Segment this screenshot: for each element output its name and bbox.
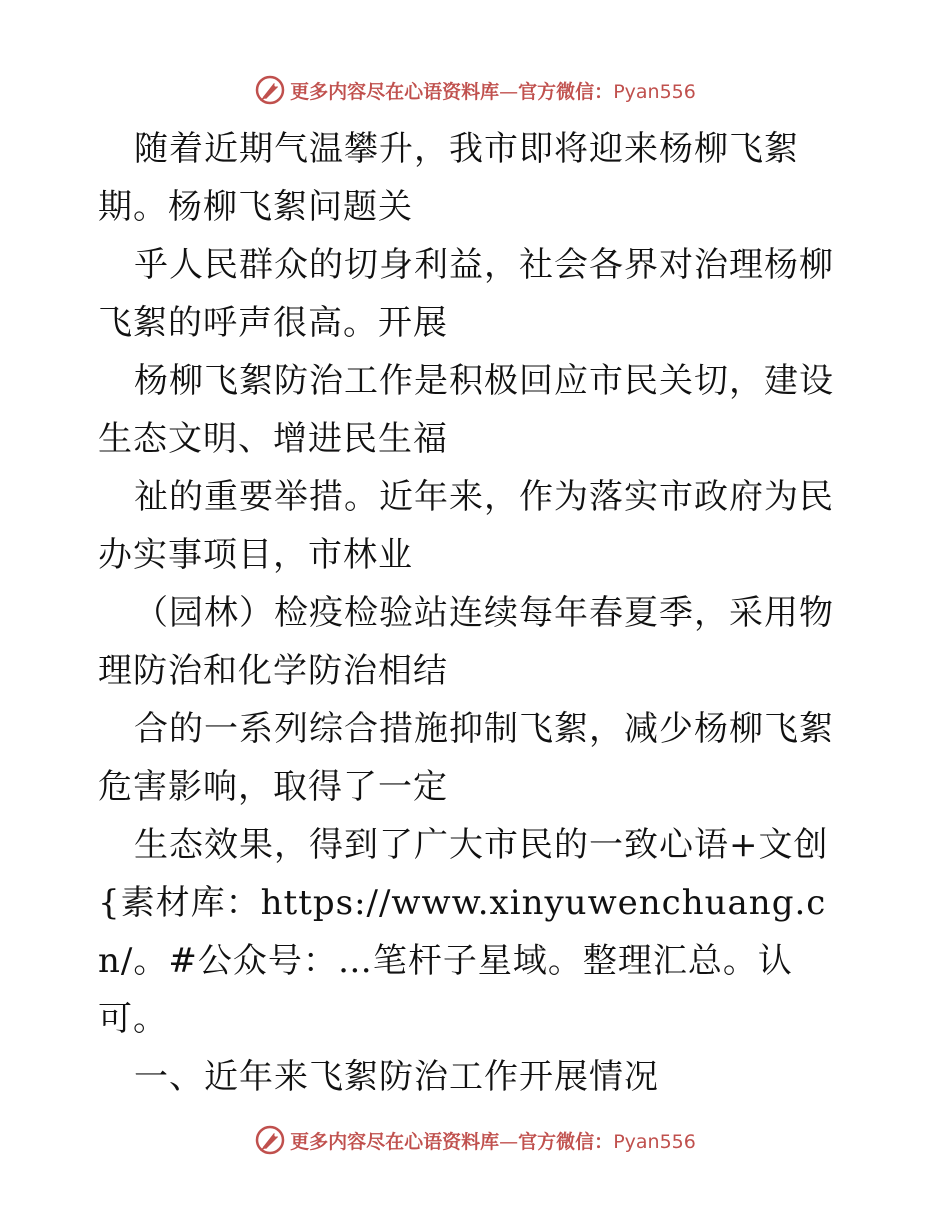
- banner-title: 更多内容尽在心语资料库: [290, 1130, 500, 1153]
- paragraph: 随着近期气温攀升，我市即将迎来杨柳飞絮期。杨柳飞絮问题关: [98, 129, 799, 227]
- footer-banner: [0, 1120, 950, 1160]
- section-heading: 一、近年来飞絮防治工作开展情况: [134, 1057, 659, 1097]
- paragraph: 杨柳飞絮防治工作是积极回应市民关切，建设生态文明、增进民生福: [98, 361, 834, 459]
- header-banner: [0, 70, 950, 110]
- banner-label: 官方微信：: [518, 80, 614, 103]
- paragraph: 祉的重要举措。近年来，作为落实市政府为民办实事项目，市林业: [98, 477, 834, 575]
- banner-separator: —: [499, 1130, 519, 1153]
- banner-account: Pyan556: [613, 80, 696, 103]
- banner-account: Pyan556: [613, 1130, 696, 1153]
- banner-text: [290, 77, 696, 104]
- paragraph: （园林）检疫检验站连续每年春夏季，采用物理防治和化学防治相结: [98, 593, 834, 691]
- banner-separator: —: [499, 80, 519, 103]
- document-body: [98, 120, 858, 1106]
- banner-text: [290, 1127, 696, 1154]
- banner-title: 更多内容尽在心语资料库: [290, 80, 500, 103]
- paragraph: 乎人民群众的切身利益，社会各界对治理杨柳飞絮的呼声很高。开展: [98, 245, 834, 343]
- banner-label: 官方微信：: [518, 1130, 614, 1153]
- paragraph: 合的一系列综合措施抑制飞絮，减少杨柳飞絮危害影响，取得了一定: [98, 709, 834, 807]
- paragraph: 生态效果，得到了广大市民的一致心语+文创{素材库：https://www.xinyuwenchuang.cn/。#公众号：…笔杆子星域。整理汇总。认可。: [98, 825, 829, 1039]
- pen-nib-logo-icon: [254, 1124, 286, 1156]
- pen-nib-logo-icon: [254, 74, 286, 106]
